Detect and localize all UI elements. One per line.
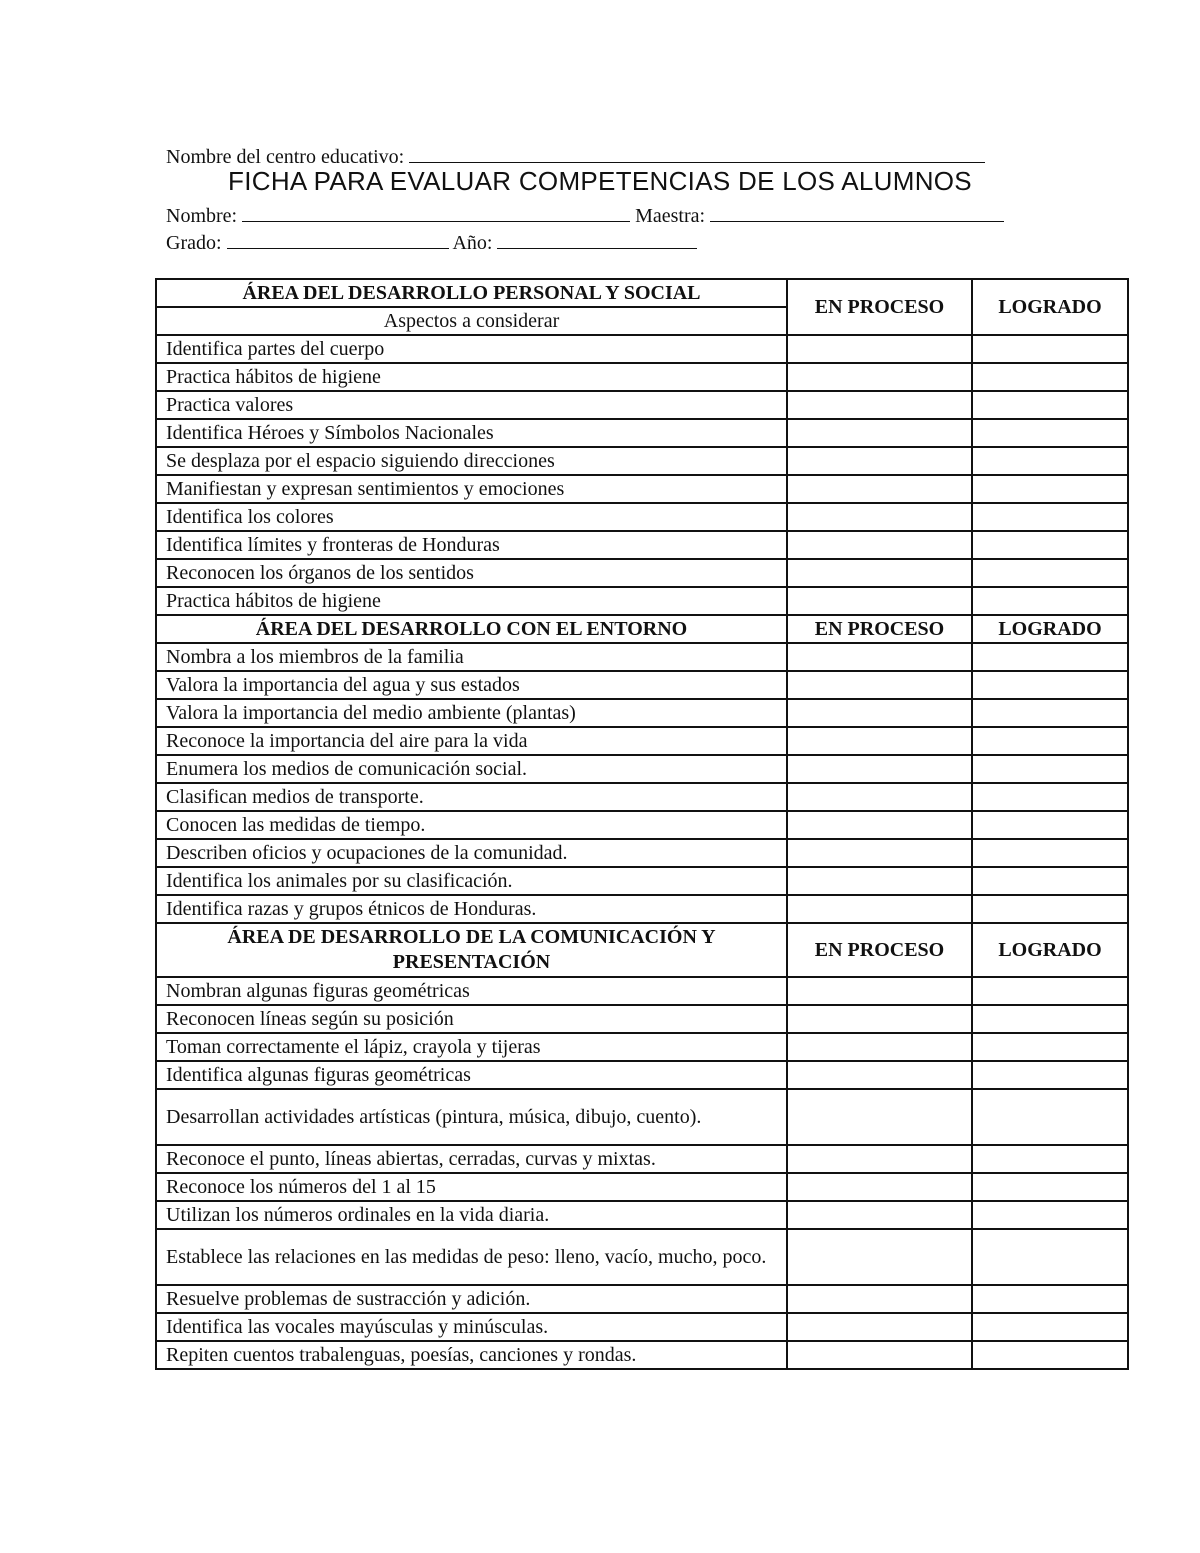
table-row: [156, 671, 1128, 699]
table-row: [156, 699, 1128, 727]
en-proceso-cell[interactable]: [787, 363, 972, 391]
table-row: [156, 475, 1128, 503]
logrado-cell[interactable]: [972, 699, 1128, 727]
table-row: [156, 643, 1128, 671]
logrado-cell[interactable]: [972, 783, 1128, 811]
column-header-logrado: LOGRADO: [972, 615, 1128, 643]
en-proceso-cell[interactable]: [787, 503, 972, 531]
aspect-label: Nombra a los miembros de la familia: [156, 643, 787, 671]
aspect-label: Clasifican medios de transporte.: [156, 783, 787, 811]
section-title: ÁREA DE DESARROLLO DE LA COMUNICACIÓN Y PRESENTACIÓN: [156, 923, 787, 977]
table-row: [156, 1061, 1128, 1089]
grade-field[interactable]: [227, 228, 449, 249]
logrado-cell[interactable]: [972, 811, 1128, 839]
school-name-line: [166, 142, 985, 169]
aspect-label: Identifica los animales por su clasificación.: [156, 867, 787, 895]
aspect-label: Reconocen los órganos de los sentidos: [156, 559, 787, 587]
logrado-cell[interactable]: [972, 977, 1128, 1005]
logrado-cell[interactable]: [972, 419, 1128, 447]
section-title: ÁREA DEL DESARROLLO PERSONAL Y SOCIAL: [156, 279, 787, 307]
competencies-table: [155, 278, 1129, 1370]
teacher-label: Maestra:: [635, 205, 706, 227]
en-proceso-cell[interactable]: [787, 783, 972, 811]
table-row: [156, 783, 1128, 811]
section-subtitle: Aspectos a considerar: [156, 307, 787, 335]
logrado-cell[interactable]: [972, 1201, 1128, 1229]
logrado-cell[interactable]: [972, 1313, 1128, 1341]
aspect-label: Desarrollan actividades artísticas (pintura, música, dibujo, cuento).: [156, 1089, 787, 1145]
table-row: [156, 587, 1128, 615]
table-row: [156, 1145, 1128, 1173]
en-proceso-cell[interactable]: [787, 1145, 972, 1173]
table-row: [156, 727, 1128, 755]
logrado-cell[interactable]: [972, 867, 1128, 895]
logrado-cell[interactable]: [972, 755, 1128, 783]
table-row: [156, 839, 1128, 867]
page-title: FICHA PARA EVALUAR COMPETENCIAS DE LOS ALUMNOS: [228, 166, 972, 196]
table-row: [156, 447, 1128, 475]
table-row: [156, 335, 1128, 363]
logrado-cell[interactable]: [972, 1145, 1128, 1173]
logrado-cell[interactable]: [972, 839, 1128, 867]
table-row: [156, 363, 1128, 391]
table-row: [156, 1005, 1128, 1033]
en-proceso-cell[interactable]: [787, 559, 972, 587]
en-proceso-cell[interactable]: [787, 671, 972, 699]
aspect-label: Practica hábitos de higiene: [156, 587, 787, 615]
en-proceso-cell[interactable]: [787, 1229, 972, 1285]
logrado-cell[interactable]: [972, 391, 1128, 419]
logrado-cell[interactable]: [972, 363, 1128, 391]
column-header-en-proceso: EN PROCESO: [787, 923, 972, 977]
en-proceso-cell[interactable]: [787, 1201, 972, 1229]
aspect-label: Reconoce la importancia del aire para la vida: [156, 727, 787, 755]
column-header-en-proceso: EN PROCESO: [787, 279, 972, 335]
table-row: [156, 559, 1128, 587]
table-row: [156, 755, 1128, 783]
year-field[interactable]: [497, 228, 697, 249]
table-row: [156, 1089, 1128, 1145]
aspect-label: Identifica Héroes y Símbolos Nacionales: [156, 419, 787, 447]
column-header-logrado: LOGRADO: [972, 279, 1128, 335]
aspect-label: Toman correctamente el lápiz, crayola y tijeras: [156, 1033, 787, 1061]
year-label: Año:: [452, 232, 493, 254]
logrado-cell[interactable]: [972, 503, 1128, 531]
logrado-cell[interactable]: [972, 1089, 1128, 1145]
table-row: [156, 419, 1128, 447]
student-name-label: Nombre:: [166, 205, 238, 227]
logrado-cell[interactable]: [972, 335, 1128, 363]
aspect-label: Valora la importancia del agua y sus estados: [156, 671, 787, 699]
competencies-table-body: [156, 279, 1128, 1369]
logrado-cell[interactable]: [972, 1229, 1128, 1285]
aspect-label: Utilizan los números ordinales en la vida diaria.: [156, 1201, 787, 1229]
logrado-cell[interactable]: [972, 1033, 1128, 1061]
en-proceso-cell[interactable]: [787, 531, 972, 559]
aspect-label: Manifiestan y expresan sentimientos y emociones: [156, 475, 787, 503]
aspect-label: Se desplaza por el espacio siguiendo direcciones: [156, 447, 787, 475]
teacher-field[interactable]: [710, 201, 1004, 222]
table-row: [156, 811, 1128, 839]
grade-label: Grado:: [166, 232, 222, 254]
table-row: [156, 895, 1128, 923]
logrado-cell[interactable]: [972, 475, 1128, 503]
en-proceso-cell[interactable]: [787, 895, 972, 923]
table-row: [156, 1313, 1128, 1341]
logrado-cell[interactable]: [972, 671, 1128, 699]
en-proceso-cell[interactable]: [787, 447, 972, 475]
school-name-field[interactable]: [409, 142, 985, 163]
en-proceso-cell[interactable]: [787, 1285, 972, 1313]
en-proceso-cell[interactable]: [787, 755, 972, 783]
logrado-cell[interactable]: [972, 643, 1128, 671]
logrado-cell[interactable]: [972, 587, 1128, 615]
section-header-row: [156, 923, 1128, 977]
logrado-cell[interactable]: [972, 727, 1128, 755]
aspect-label: Establece las relaciones en las medidas de peso: lleno, vacío, mucho, poco.: [156, 1229, 787, 1285]
logrado-cell[interactable]: [972, 1341, 1128, 1369]
table-row: [156, 1033, 1128, 1061]
section-header-row: [156, 279, 1128, 307]
table-row: [156, 531, 1128, 559]
table-row: [156, 1201, 1128, 1229]
en-proceso-cell[interactable]: [787, 1173, 972, 1201]
en-proceso-cell[interactable]: [787, 643, 972, 671]
en-proceso-cell[interactable]: [787, 1061, 972, 1089]
en-proceso-cell[interactable]: [787, 1341, 972, 1369]
aspect-label: Reconoce el punto, líneas abiertas, cerradas, curvas y mixtas.: [156, 1145, 787, 1173]
aspect-label: Enumera los medios de comunicación social.: [156, 755, 787, 783]
table-row: [156, 1173, 1128, 1201]
logrado-cell[interactable]: [972, 895, 1128, 923]
en-proceso-cell[interactable]: [787, 419, 972, 447]
logrado-cell[interactable]: [972, 1005, 1128, 1033]
aspect-label: Identifica las vocales mayúsculas y minúsculas.: [156, 1313, 787, 1341]
table-row: [156, 1285, 1128, 1313]
en-proceso-cell[interactable]: [787, 475, 972, 503]
en-proceso-cell[interactable]: [787, 727, 972, 755]
en-proceso-cell[interactable]: [787, 587, 972, 615]
aspect-label: Repiten cuentos trabalenguas, poesías, canciones y rondas.: [156, 1341, 787, 1369]
table-row: [156, 977, 1128, 1005]
table-row: [156, 1341, 1128, 1369]
en-proceso-cell[interactable]: [787, 1313, 972, 1341]
aspect-label: Describen oficios y ocupaciones de la comunidad.: [156, 839, 787, 867]
aspect-label: Identifica límites y fronteras de Honduras: [156, 531, 787, 559]
aspect-label: Reconocen líneas según su posición: [156, 1005, 787, 1033]
aspect-label: Reconoce los números del 1 al 15: [156, 1173, 787, 1201]
aspect-label: Identifica partes del cuerpo: [156, 335, 787, 363]
en-proceso-cell[interactable]: [787, 1005, 972, 1033]
en-proceso-cell[interactable]: [787, 1033, 972, 1061]
aspect-label: Identifica los colores: [156, 503, 787, 531]
en-proceso-cell[interactable]: [787, 811, 972, 839]
en-proceso-cell[interactable]: [787, 335, 972, 363]
aspect-label: Conocen las medidas de tiempo.: [156, 811, 787, 839]
logrado-cell[interactable]: [972, 1061, 1128, 1089]
aspect-label: Identifica razas y grupos étnicos de Honduras.: [156, 895, 787, 923]
table-row: [156, 391, 1128, 419]
aspect-label: Resuelve problemas de sustracción y adición.: [156, 1285, 787, 1313]
student-name-field[interactable]: [242, 201, 630, 222]
en-proceso-cell[interactable]: [787, 977, 972, 1005]
aspect-label: Nombran algunas figuras geométricas: [156, 977, 787, 1005]
logrado-cell[interactable]: [972, 531, 1128, 559]
grade-year-line: [166, 228, 697, 255]
en-proceso-cell[interactable]: [787, 839, 972, 867]
aspect-label: Practica valores: [156, 391, 787, 419]
en-proceso-cell[interactable]: [787, 391, 972, 419]
column-header-en-proceso: EN PROCESO: [787, 615, 972, 643]
en-proceso-cell[interactable]: [787, 1089, 972, 1145]
logrado-cell[interactable]: [972, 1173, 1128, 1201]
logrado-cell[interactable]: [972, 1285, 1128, 1313]
aspect-label: Practica hábitos de higiene: [156, 363, 787, 391]
aspect-label: Valora la importancia del medio ambiente (plantas): [156, 699, 787, 727]
table-row: [156, 503, 1128, 531]
section-header-row: [156, 615, 1128, 643]
table-row: [156, 867, 1128, 895]
section-title: ÁREA DEL DESARROLLO CON EL ENTORNO: [156, 615, 787, 643]
logrado-cell[interactable]: [972, 559, 1128, 587]
column-header-logrado: LOGRADO: [972, 923, 1128, 977]
en-proceso-cell[interactable]: [787, 699, 972, 727]
school-name-label: Nombre del centro educativo:: [166, 146, 405, 168]
en-proceso-cell[interactable]: [787, 867, 972, 895]
table-row: [156, 1229, 1128, 1285]
student-teacher-line: [166, 201, 1004, 228]
aspect-label: Identifica algunas figuras geométricas: [156, 1061, 787, 1089]
logrado-cell[interactable]: [972, 447, 1128, 475]
